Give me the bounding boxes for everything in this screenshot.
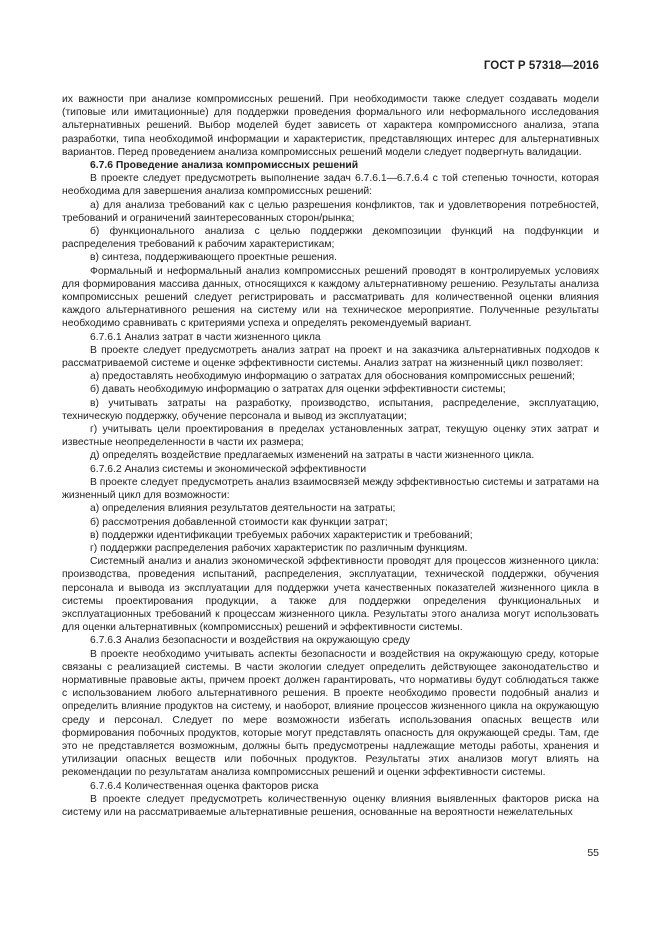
section-heading: 6.7.6 Проведение анализа компромиссных решений: [90, 160, 359, 172]
paragraph: В проекте следует предусмотреть анализ взаимосвязей между эффективностью системы и затратами на жизненный цикл для возможности:: [62, 476, 599, 502]
paragraph: а) для анализа требований как с целью разрешения конфликтов, так и удовлетворения потребностей, требований и ограничений заинтересованных сторон/рынка;: [62, 199, 599, 224]
paragraph: В проекте следует предусмотреть выполнение задач 6.7.6.1—6.7.6.4 с той степенью точности, которая необходима для завершения анализа компромиссных решений:: [62, 173, 599, 198]
page-number: 55: [587, 847, 599, 859]
paragraph: В проекте следует предусмотреть анализ затрат на проект и на заказчика альтернативных подходов к рассматриваемой системе и оценке эффективности системы. Анализ затрат на жизненный цикл позволяет:: [62, 344, 599, 370]
body-text: [62, 93, 599, 819]
document-id: ГОСТ Р 57318—2016: [483, 60, 599, 72]
paragraph: г) учитывать цели проектирования в пределах установленных затрат, текущую оценку этих затрат и известные неопределенности в части их размера;: [62, 424, 599, 449]
paragraph: в) поддержки идентификации требуемых рабочих характеристик и требований;: [90, 529, 473, 541]
paragraph: а) определения влияния результатов деятельности на затраты;: [90, 503, 396, 515]
paragraph: В проекте следует предусмотреть количественную оценку влияния выявленных факторов риска на систему или на рассматриваемые альтернативные решения, основанные на вероятности нежелательных: [62, 793, 599, 818]
paragraph: д) определять воздействие предлагаемых изменений на затраты в части жизненного цикла.: [90, 450, 535, 462]
paragraph: их важности при анализе компромиссных решений. При необходимости также следует создавать модели (типовые или имитационные) для поддержки проведения формального или неформального исследования альтернативных решений. Выбор моделей будет зависеть от характера компромиссного анализа, этапа разработки, типа необходимой информации и характеристик, представляющих интерес для альтернативных вариантов. Перед проведением анализа компромиссных решений модели следует подвергнуть валидации.: [62, 94, 599, 158]
paragraph: а) предоставлять необходимую информацию о затратах для обоснования компромиссных решений;: [90, 371, 575, 383]
paragraph: В проекте необходимо учитывать аспекты безопасности и воздействия на окружающую среду, которые связаны с реализацией системы. В части экологии следует определить действующее законодательство и нормативные правовые акты, причем проект должен гарантировать, что нормативы будут соблюдаться также с использованием любого альтернативного решения. В проекте необходимо провести подобный анализ и определить влияние продуктов на систему, и наоборот, влияние процессов жизненного цикла на окружающую среду и персонал. Следует по мере возможности избегать использования опасных веществ или формирования побочных продуктов, которые могут представлять опасность для окружающей среды. Там, где это не представляется возможным, должны быть предусмотрены надлежащие методы работы, хранения и утилизации опасных веществ или побочных продуктов. Результаты этих анализов могут влиять на рекомендации по результатам анализа компромиссных решений и оценки эффективности системы.: [62, 648, 599, 779]
paragraph: 6.7.6.1 Анализ затрат в части жизненного цикла: [90, 331, 321, 343]
paragraph: 6.7.6.4 Количественная оценка факторов риска: [90, 780, 319, 792]
paragraph: в) синтеза, поддерживающего проектные решения.: [90, 252, 338, 264]
paragraph: б) давать необходимую информацию о затратах для оценки эффективности системы;: [90, 384, 506, 396]
paragraph: Формальный и неформальный анализ компромиссных решений проводят в контролируемых условиях для формирования массива данных, относящихся к каждому альтернативному решению. Результаты анализа компромиссных решений следует регистрировать и рассматривать для количественной оценки влияния каждого альтернативного решения на систему или на техническое мероприятие. Полученные результаты необходимо сравнивать с критериями успеха и определять рекомендуемый вариант.: [62, 265, 599, 330]
paragraph: б) рассмотрения добавленной стоимости как функции затрат;: [90, 516, 388, 528]
paragraph: Системный анализ и анализ экономической эффективности проводят для процессов жизненного цикла: производства, проведения испытаний, распределения, эксплуатации, технической поддержки, обучения персонала и вывода из эксплуатации для поддержки учета качественных показателей жизненного цикла в системы проектирования продукции, а также для поддержки определения функциональных и эксплуатационных требований к процессам жизненного цикла. Результаты этого анализа могут использовать для оценки альтернативных (компромиссных) решений и эффективности системы.: [62, 556, 599, 634]
paragraph: 6.7.6.2 Анализ системы и экономической эффективности: [90, 463, 367, 475]
paragraph: г) поддержки распределения рабочих характеристик по различным функциям.: [90, 542, 468, 554]
paragraph: б) функционального анализа с целью поддержки декомпозиции функций на подфункции и распределения требований к рабочим характеристикам;: [62, 226, 599, 251]
paragraph: в) учитывать затраты на разработку, производство, испытания, распределение, эксплуатацию, техническую поддержку, обучение персонала и вывод из эксплуатации;: [62, 397, 599, 422]
paragraph: 6.7.6.3 Анализ безопасности и воздействия на окружающую среду: [90, 635, 411, 647]
